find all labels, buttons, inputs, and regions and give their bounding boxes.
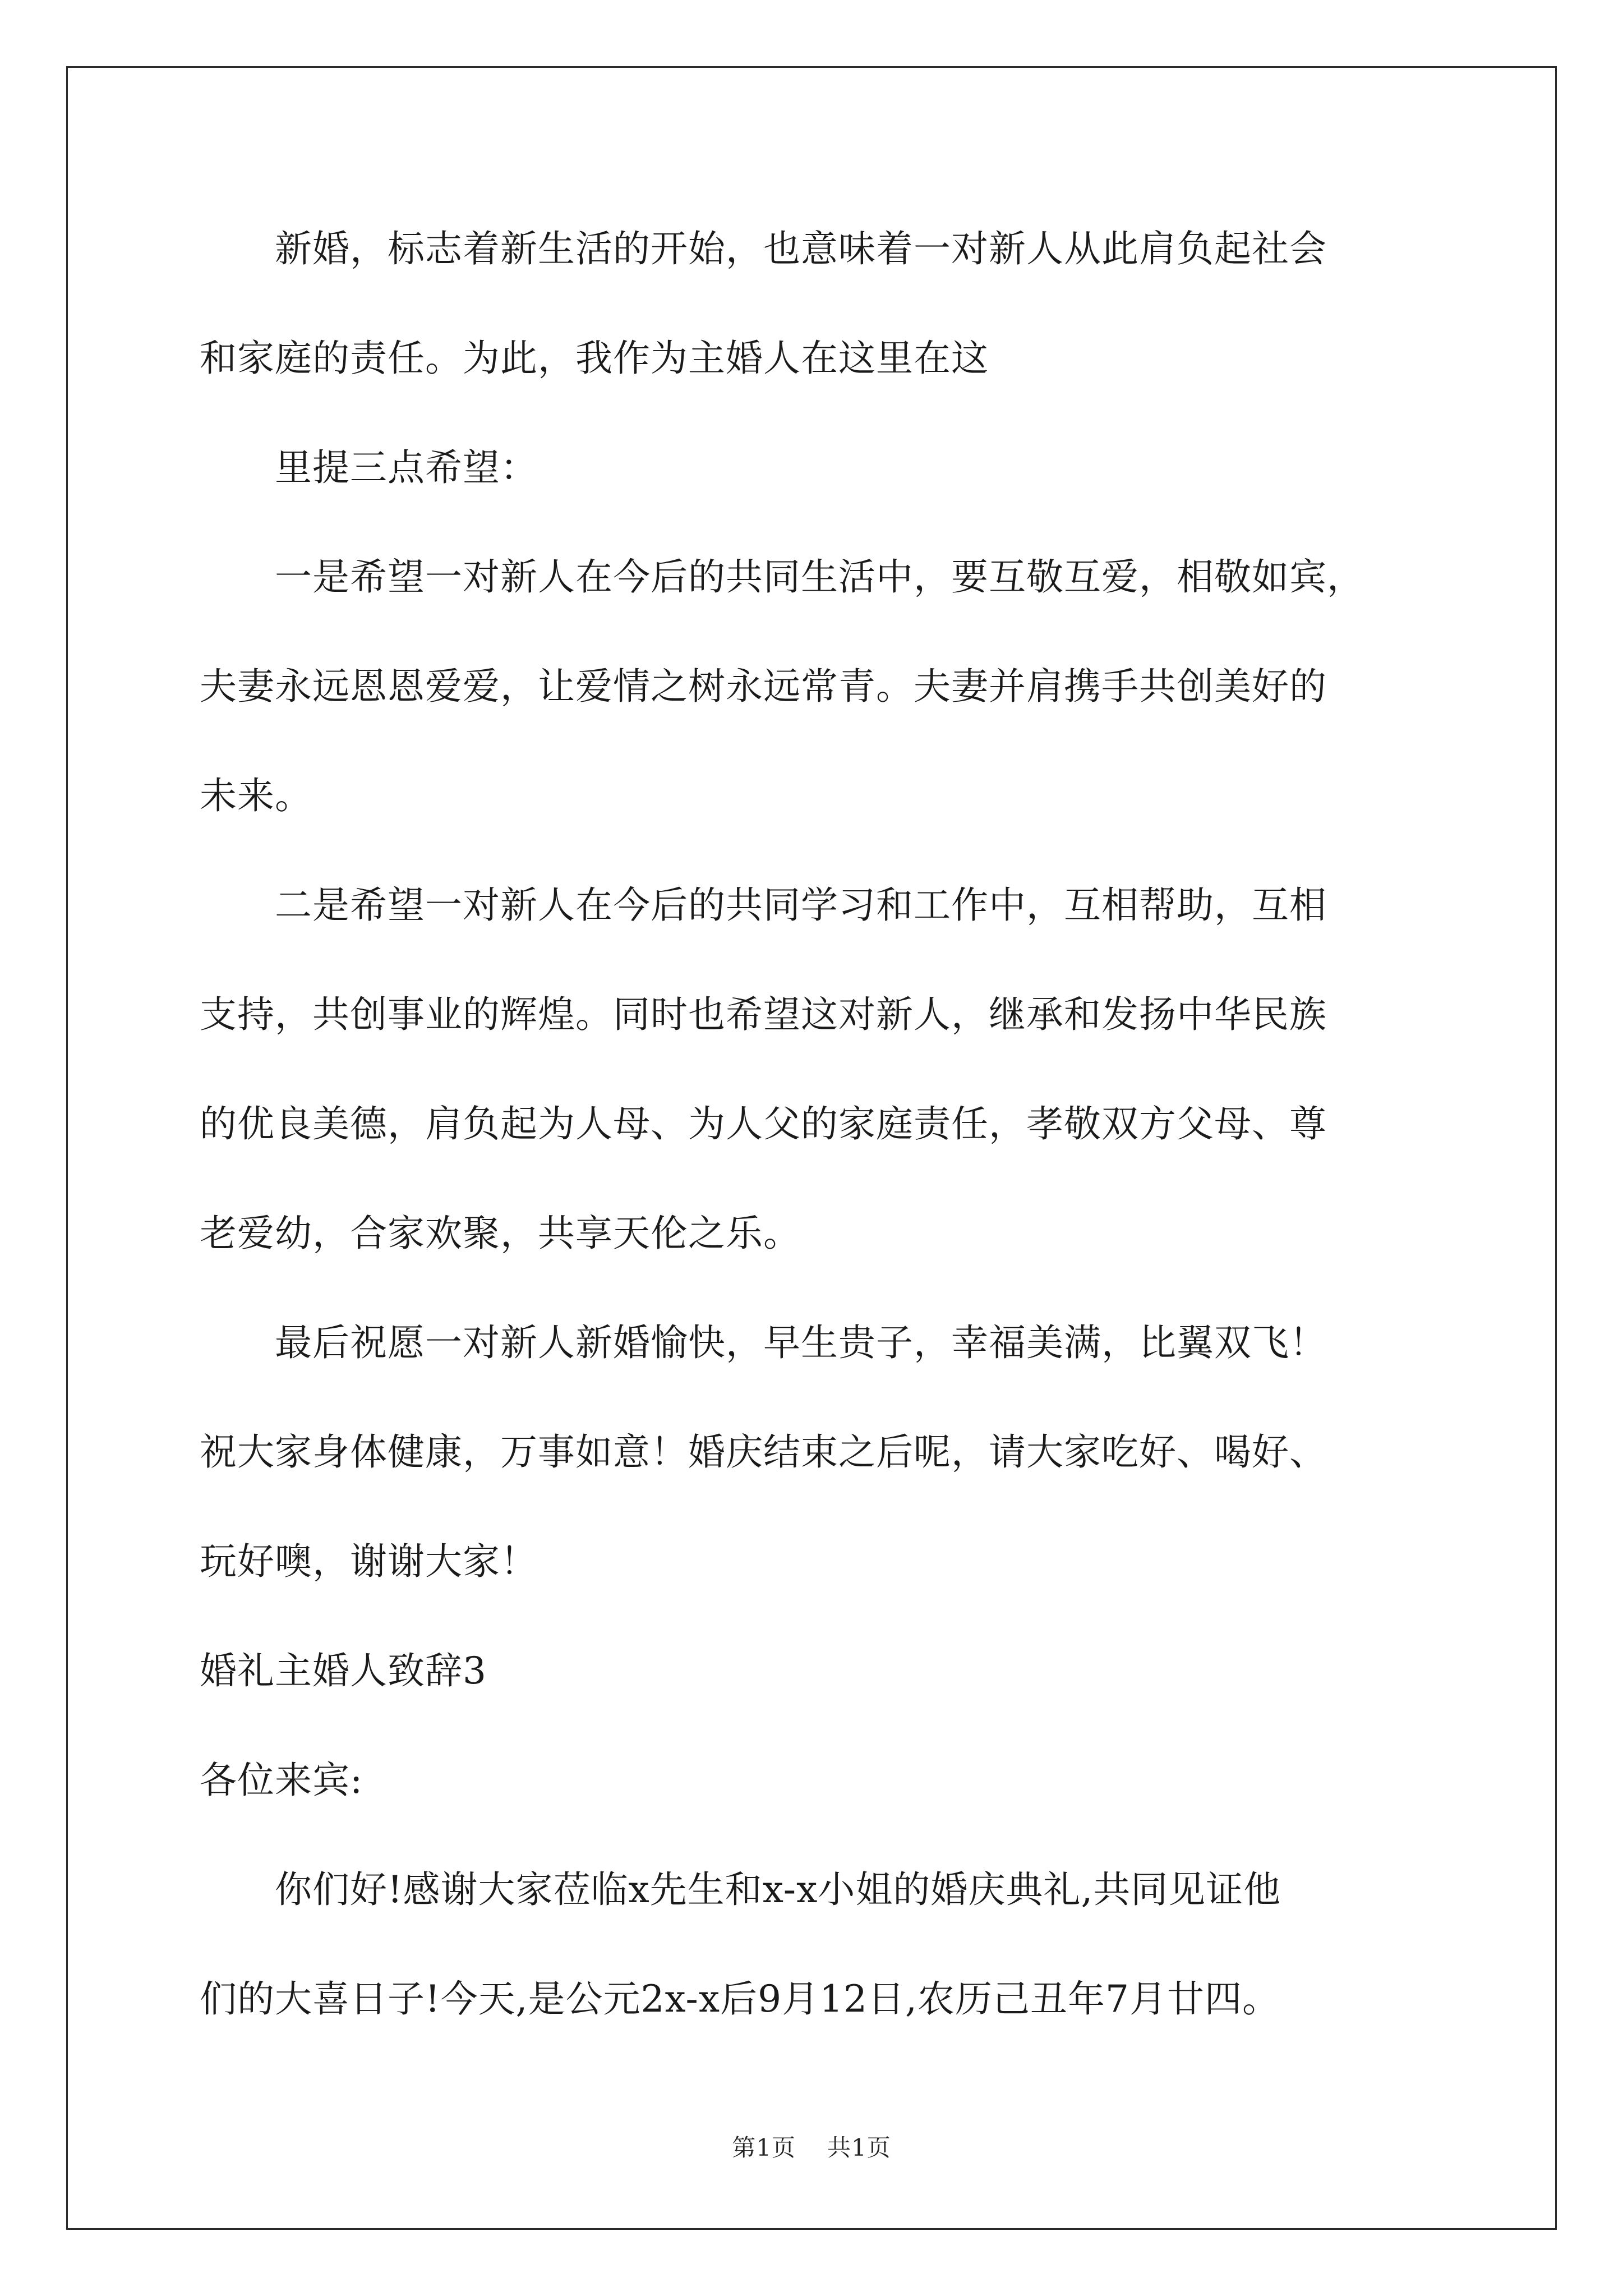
text-line: 支持，共创事业的辉煌。同时也希望这对新人，继承和发扬中华民族 [200,993,1327,1036]
text-line: 一是希望一对新人在今后的共同生活中，要互敬互爱，相敬如宾， [200,555,1364,599]
text-line: 们的大喜日子!今天,是公元2x-x后9月12日,农历己丑年7月廿四。 [200,1977,1280,2021]
text-line: 新婚，标志着新生活的开始，也意味着一对新人从此肩负起社会 [200,227,1327,270]
text-line: 和家庭的责任。为此，我作为主婚人在这里在这 [200,337,989,380]
section-heading: 婚礼主婚人致辞3 [200,1649,487,1692]
text-line: 老爱幼，合家欢聚，共享天伦之乐。 [200,1212,801,1255]
text-line: 夫妻永远恩恩爱爱，让爱情之树永远常青。夫妻并肩携手共创美好的 [200,665,1327,708]
text-line: 里提三点希望： [200,446,538,489]
text-line: 最后祝愿一对新人新婚愉快，早生贵子，幸福美满，比翼双飞！ [200,1321,1327,1364]
text-line: 二是希望一对新人在今后的共同学习和工作中，互相帮助，互相 [200,884,1327,927]
page-footer [0,2136,1623,2160]
text-line: 的优良美德，肩负起为人母、为人父的家庭责任，孝敬双方父母、尊 [200,1102,1327,1145]
salutation: 各位来宾: [200,1759,363,1802]
text-line: 你们好!感谢大家莅临x先生和x-x小姐的婚庆典礼,共同见证他 [200,1868,1281,1911]
text-line: 祝大家身体健康，万事如意！婚庆结束之后呢，请大家吃好、喝好、 [200,1430,1327,1474]
page-number: 第1页 [732,2134,796,2161]
text-line: 未来。 [200,774,312,817]
text-line: 玩好噢，谢谢大家！ [200,1540,538,1583]
page-total: 共1页 [827,2134,891,2161]
